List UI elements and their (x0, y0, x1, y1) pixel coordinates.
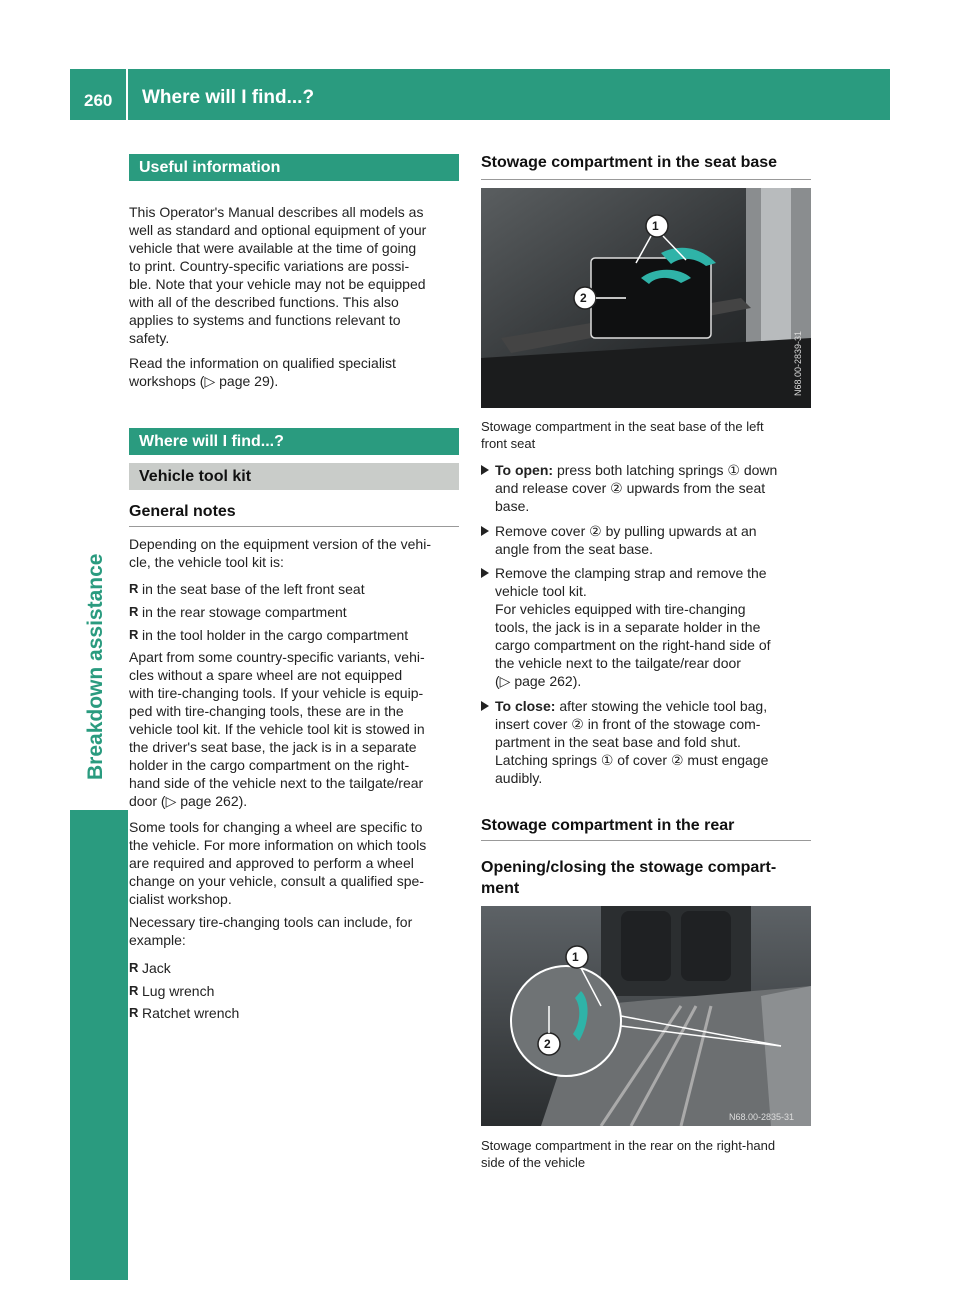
tool-item: R Lug wrench (129, 982, 459, 1000)
callout-1: 1 (572, 950, 579, 964)
page-ref-link[interactable]: (▷ page 262). (495, 673, 582, 689)
list-item: R in the tool holder in the cargo compartment (129, 626, 459, 644)
where-heading: Where will I find...? (129, 428, 459, 455)
seat-base-photo (481, 188, 811, 408)
arrow-icon (481, 568, 489, 578)
tool-kit-heading: Vehicle tool kit (129, 463, 459, 490)
section-rule (481, 179, 811, 180)
page-ref-link[interactable]: workshops (▷ page 29). (129, 373, 279, 389)
callout-1: 1 (652, 219, 659, 233)
page-header (70, 69, 890, 120)
step-remove-kit: Remove the clamping strap and remove the vehicle tool kit. For vehicles equipped with tire-changing tools, the jack is in a separate holder in the cargo compartment on the right-hand side of the vehicle next to the tailgate/rear door (▷ page 262). (481, 564, 816, 690)
opening-heading: Opening/closing the stowage compart- ment (481, 859, 777, 897)
section-rule (481, 840, 811, 841)
list-item: R in the seat base of the left front seat (129, 580, 459, 598)
seat-base-illustration (481, 188, 811, 408)
image-code: N68.00-2835-31 (729, 1112, 795, 1122)
rear-heading: Stowage compartment in the rear (481, 817, 735, 834)
general-notes-heading: General notes (129, 503, 236, 520)
rear-compartment-photo (481, 906, 811, 1126)
arrow-icon (481, 701, 489, 711)
apart-text: Apart from some country-specific variants, vehi- cles without a spare wheel are not equipped with tire-changing tools. If your vehicle is equip- ped with tire-changing tools, these are in the vehicle tool kit. If the vehicle tool kit is stowed in the driver's seat base, the jack is in a separate holder in the cargo compartment on the right- hand side of the vehicle next to the tailgate/rear door (▷ page 262). (129, 649, 425, 809)
list-item: R in the rear stowage compartment (129, 603, 459, 621)
step-close: To close: after stowing the vehicle tool bag, insert cover ② in front of the stowage com- partment in the seat base and fold shut. Latching springs ① of cover ② must engage audibly. (481, 697, 816, 787)
side-tab (70, 120, 128, 1280)
arrow-icon (481, 465, 489, 475)
section-rule (129, 526, 459, 527)
side-tab-label: Breakdown assistance (84, 553, 107, 780)
read-info-text: Read the information on qualified specialist workshops (▷ page 29). (129, 354, 459, 390)
seat-base-heading: Stowage compartment in the seat base (481, 154, 778, 171)
some-tools-text: Some tools for changing a wheel are specific to the vehicle. For more information on which tools are required and approved to perform a wheel change on your vehicle, consult a qualified spe- cialist workshop. (129, 819, 427, 907)
photo2-caption: Stowage compartment in the rear on the right-hand side of the vehicle (481, 1138, 776, 1170)
notes-intro: Depending on the equipment version of the vehi- cle, the vehicle tool kit is: (129, 536, 431, 570)
necessary-text: Necessary tire-changing tools can include, for example: (129, 914, 413, 948)
tool-item: R Ratchet wrench (129, 1004, 459, 1022)
step-open: To open: press both latching springs ① down and release cover ② upwards from the seat base. (481, 461, 816, 515)
image-code: N68.00-2839-31 (793, 330, 803, 396)
callout-2: 2 (544, 1037, 551, 1051)
rear-compartment-illustration (481, 906, 811, 1126)
useful-info-text: This Operator's Manual describes all models as well as standard and optional equipment of your vehicle that were available at the time of going to print. Country-specific variations are possi- ble. Note that your vehicle may not be equipped with all of the described functions. This also applies to systems and functions relevant to safety. (129, 204, 427, 346)
page-title: Where will I find...? (142, 87, 315, 108)
useful-info-heading: Useful information (129, 154, 459, 181)
arrow-icon (481, 526, 489, 536)
photo1-caption: Stowage compartment in the seat base of the left front seat (481, 419, 764, 451)
step-remove-cover: Remove cover ② by pulling upwards at an angle from the seat base. (481, 522, 816, 558)
callout-2: 2 (580, 291, 587, 305)
header-divider (126, 69, 128, 120)
tool-item: R Jack (129, 959, 459, 977)
side-tab-marker (70, 810, 128, 1280)
page-number: 260 (84, 91, 113, 110)
